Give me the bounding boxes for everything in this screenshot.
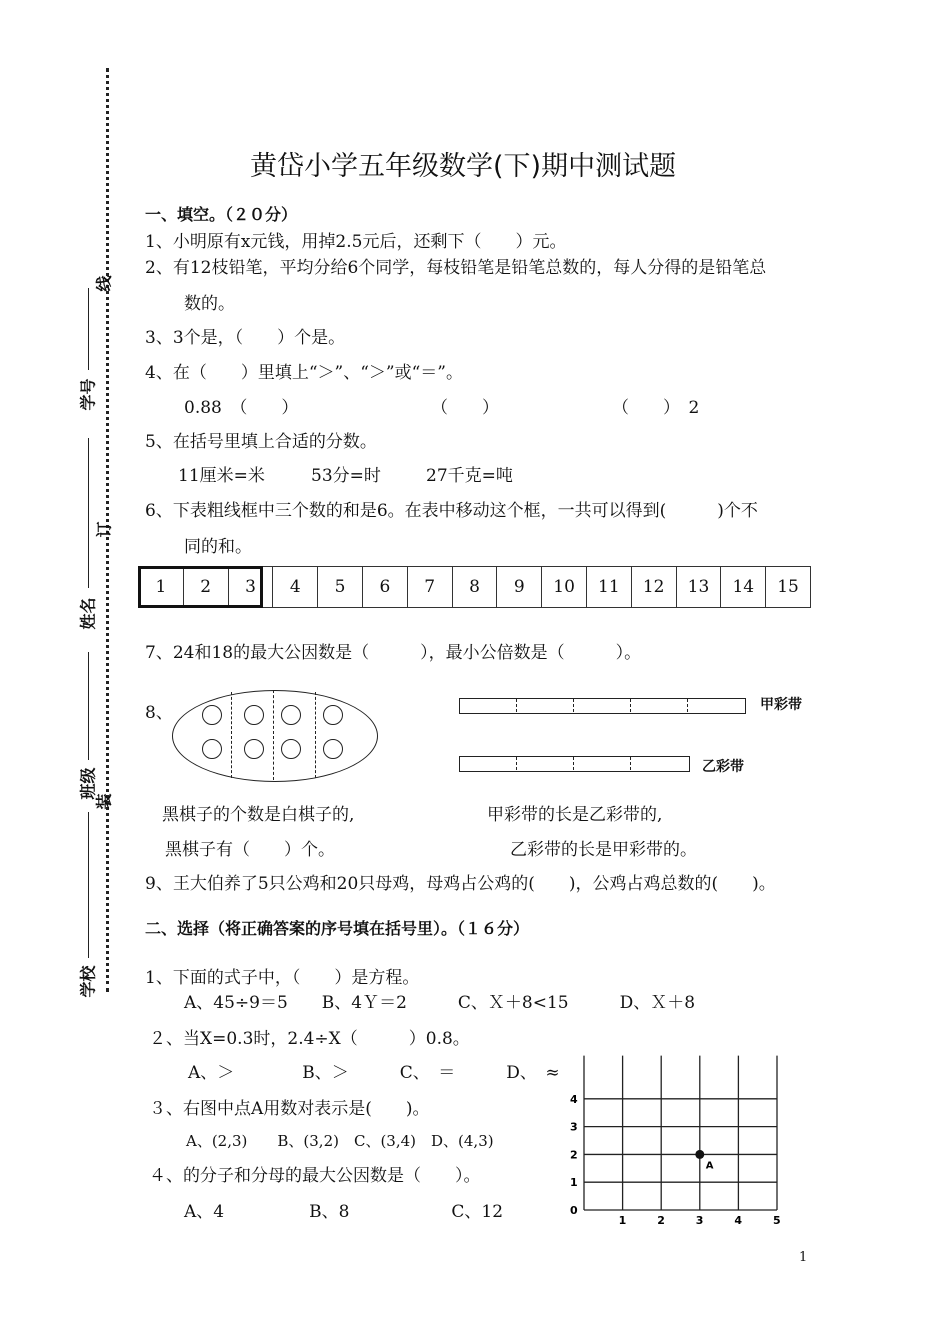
strip-cell: 8 — [452, 567, 497, 607]
s2-q1: 1、下面的式子中，（ ）是方程。 — [145, 968, 420, 988]
q8-right-line1: 甲彩带的长是乙彩带的, — [487, 805, 663, 825]
q4-compare-b: （ ） — [431, 398, 499, 418]
ellipse-divider — [231, 692, 232, 778]
page-number: 1 — [799, 1250, 808, 1265]
section2-heading: 二、选择（将正确答案的序号填在括号里）。（１６分） — [145, 919, 530, 938]
y-tick-label: 2 — [570, 1148, 578, 1162]
q7-fill: 7、24和18的最大公因数是（ ），最小公倍数是（ ）。 — [145, 643, 642, 663]
x-tick-label: 2 — [657, 1214, 665, 1227]
strip-cell: 2 — [183, 567, 228, 607]
q2-fill-line2: 数的。 — [184, 294, 235, 314]
chess-piece — [281, 705, 301, 725]
ellipse-divider — [273, 690, 274, 780]
margin-blank-xuehao[interactable] — [88, 288, 89, 370]
ribbon-a — [459, 698, 746, 714]
strip-cell: 12 — [631, 567, 676, 607]
y-tick-label: 3 — [570, 1120, 578, 1134]
ribbon-b — [459, 756, 690, 772]
q3-fill: 3、3个是，（ ）个是。 — [145, 328, 346, 348]
x-tick-label: 1 — [618, 1214, 627, 1227]
margin-blank-xingming[interactable] — [88, 438, 89, 588]
s2-q3: ３、右图中点A用数对表示是( )。 — [149, 1099, 430, 1119]
q2-fill-line1: 2、有12枝铅笔，平均分给6个同学，每枝铅笔是铅笔总数的，每人分得的是铅笔总 — [145, 258, 767, 278]
chess-piece — [244, 705, 264, 725]
strip-cell: 7 — [407, 567, 452, 607]
chess-piece — [244, 739, 264, 759]
margin-field-xingming: 姓名 — [78, 597, 98, 630]
margin-field-xuehao: 学号 — [78, 378, 98, 411]
strip-cell: 15 — [765, 567, 810, 607]
q6-fill-line1: 6、下表粗线框中三个数的和是6。在表中移动这个框，一共可以得到( )个不 — [145, 501, 758, 521]
x-tick-label: 3 — [695, 1214, 704, 1227]
q9-fill: 9、王大伯养了5只公鸡和20只母鸡，母鸡占公鸡的( )，公鸡占鸡总数的( )。 — [145, 874, 776, 894]
margin-label-zhuang: 装 — [94, 793, 114, 810]
margin-blank-banji[interactable] — [88, 652, 89, 760]
y-tick-label: 1 — [570, 1176, 578, 1190]
x-tick-label: 5 — [773, 1214, 781, 1227]
y-tick-label: 4 — [570, 1092, 578, 1106]
s2-q1-options: A、45÷9＝5 B、4Ｙ＝2 C、Ｘ＋8<15 D、Ｘ＋8 — [184, 993, 696, 1013]
q5-item-b: 53分=时 — [311, 466, 381, 486]
s2-q4: ４、的分子和分母的最大公因数是（ ）。 — [149, 1166, 481, 1186]
strip-cell: 9 — [496, 567, 541, 607]
q4-compare-c: （ ） 2 — [612, 398, 700, 418]
strip-cell: 13 — [676, 567, 721, 607]
s2-q2-options: A、＞ B、＞ C、 ＝ D、 ≈ — [188, 1063, 560, 1083]
q8-label: 8、 — [145, 703, 173, 723]
strip-cell: 10 — [541, 567, 586, 607]
strip-cell: 4 — [272, 567, 317, 607]
section1-heading: 一、填空。（２０分） — [145, 205, 298, 224]
ellipse-divider — [315, 692, 316, 778]
coordinate-grid — [562, 1088, 792, 1238]
margin-label-xian: 线 — [94, 275, 114, 292]
chess-piece — [202, 705, 222, 725]
point-a — [695, 1150, 704, 1159]
strip-cell: 11 — [586, 567, 631, 607]
thick-frame — [138, 566, 263, 608]
q4-fill: 4、在（ ）里填上“＞”、“＞”或“＝”。 — [145, 363, 463, 383]
strip-cell: 1 — [155, 577, 167, 597]
chess-piece — [202, 739, 222, 759]
q5-item-a: 11厘米=米 — [178, 466, 265, 486]
chess-piece — [323, 705, 343, 725]
s2-q2: ２、当X=0.3时，2.4÷X（ ）0.8。 — [149, 1029, 470, 1049]
s2-q3-options: A、(2,3) B、(3,2) C、(3,4) D、(4,3) — [186, 1132, 494, 1150]
margin-field-xuexiao: 学校 — [78, 965, 98, 998]
margin-label-ding: 订 — [94, 521, 114, 538]
margin-blank-xuexiao[interactable] — [88, 812, 89, 958]
ribbon-a-label: 甲彩带 — [760, 697, 802, 713]
y-tick-label: 0 — [570, 1204, 578, 1217]
q5-fill: 5、在括号里填上合适的分数。 — [145, 432, 377, 452]
chess-ellipse — [172, 690, 378, 782]
ribbon-b-label: 乙彩带 — [702, 759, 744, 775]
chess-piece — [323, 739, 343, 759]
q8-right-line2: 乙彩带的长是甲彩带的。 — [510, 840, 697, 860]
margin-field-banji: 班级 — [78, 767, 98, 800]
q6-fill-line2: 同的和。 — [184, 537, 252, 557]
point-a-label: A — [705, 1160, 714, 1172]
page-title: 黄岱小学五年级数学(下)期中测试题 — [250, 151, 677, 182]
q1-fill: 1、小明原有x元钱，用掉2.5元后，还剩下（ ）元。 — [145, 232, 567, 252]
strip-cell: 3 — [228, 567, 273, 607]
q8-left-line2: 黑棋子有（ ）个。 — [165, 840, 335, 860]
chess-piece — [281, 739, 301, 759]
q4-compare-a: 0.88 （ ） — [184, 398, 299, 418]
strip-cell: 14 — [720, 567, 765, 607]
q8-left-line1: 黑棋子的个数是白棋子的, — [162, 805, 355, 825]
q5-item-c: 27千克=吨 — [426, 466, 513, 486]
strip-cell: 5 — [317, 567, 362, 607]
x-tick-label: 4 — [734, 1214, 743, 1227]
s2-q4-options: A、4 B、8 C、12 — [184, 1202, 504, 1222]
strip-cell: 6 — [362, 567, 407, 607]
